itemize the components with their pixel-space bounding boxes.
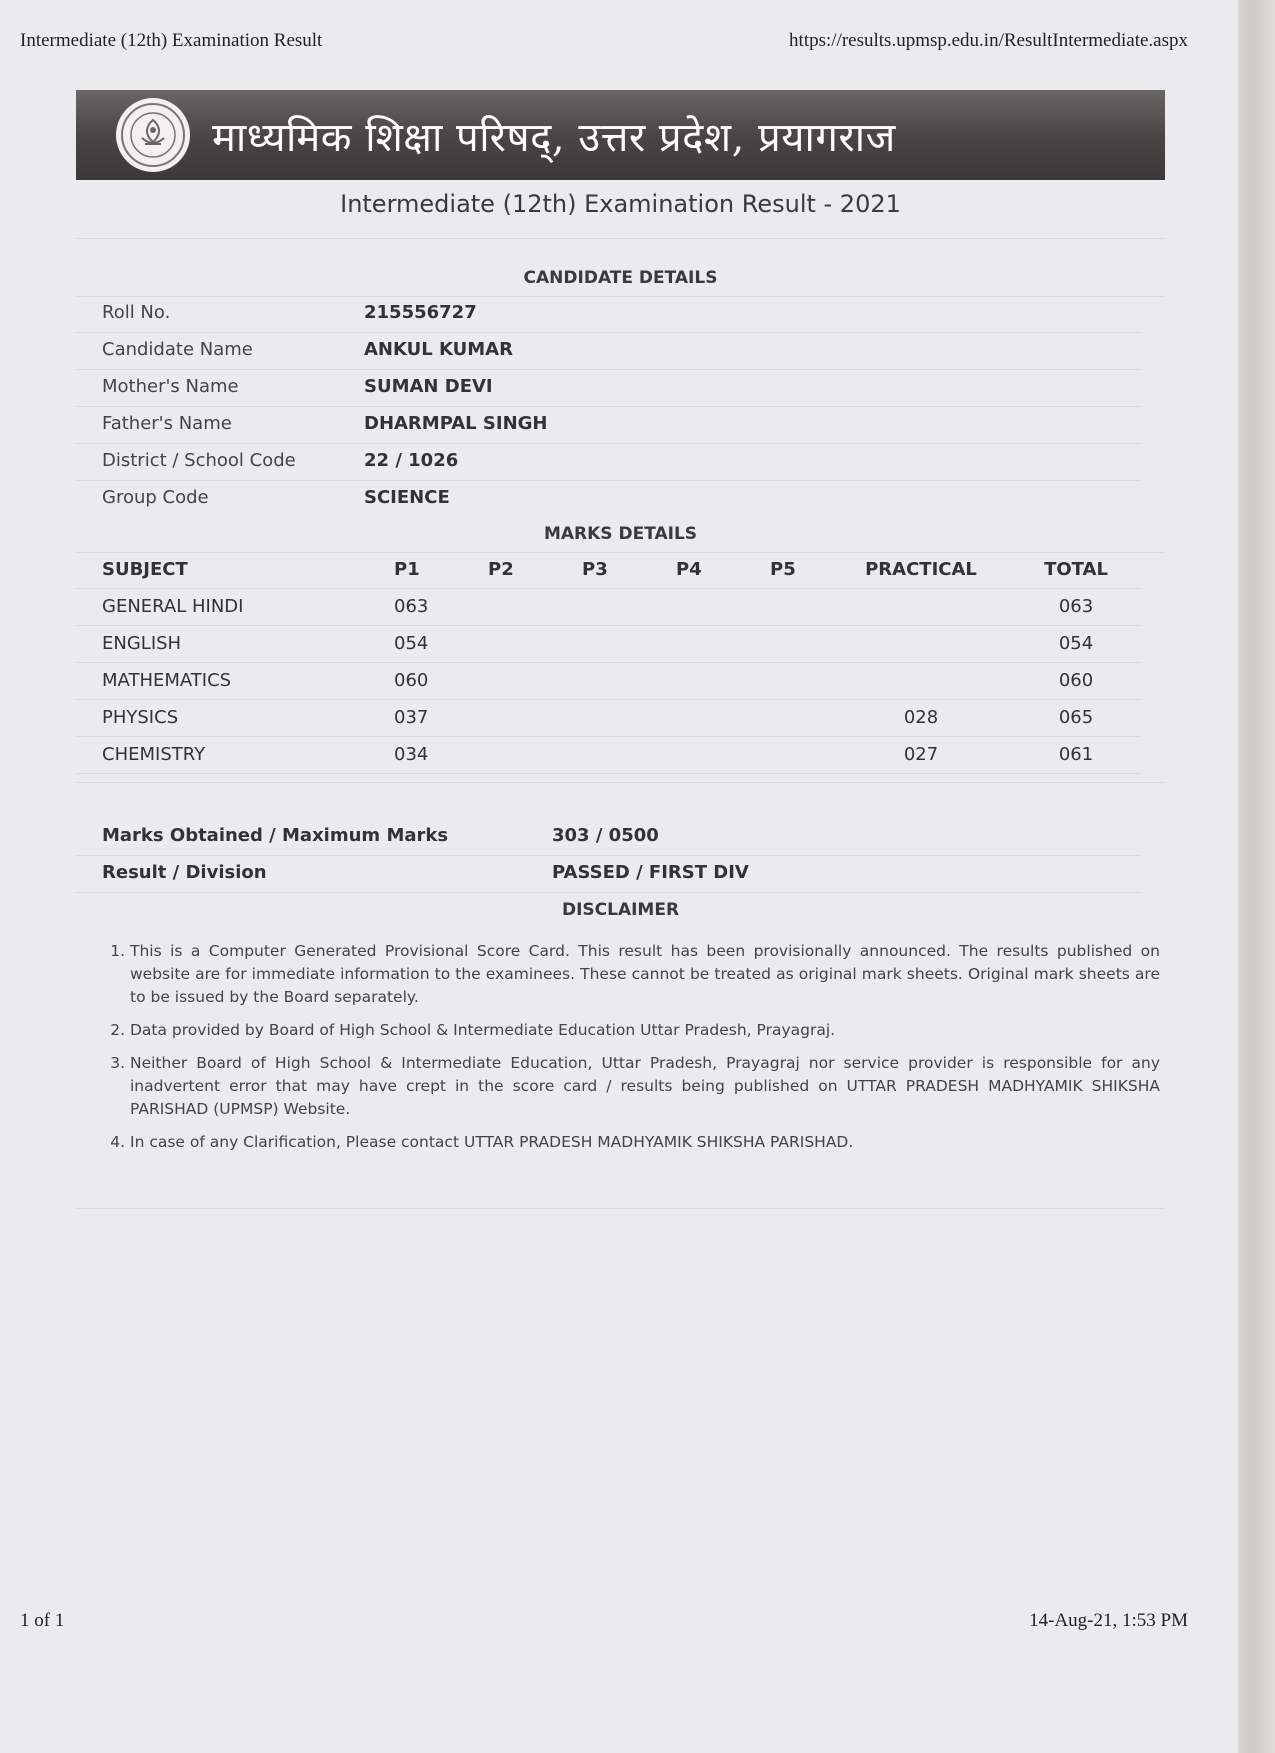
divider <box>76 1208 1165 1209</box>
row-label: Father's Name <box>102 413 232 434</box>
table-row <box>76 737 1141 774</box>
p1-cell: 037 <box>394 707 429 728</box>
list-item: 2. Data provided by Board of High School & Intermediate Education Uttar Pradesh, Prayagraj. <box>130 1019 1160 1042</box>
row-value: SCIENCE <box>364 487 450 508</box>
print-page-count: 1 of 1 <box>20 1610 65 1631</box>
row-label: District / School Code <box>102 450 296 471</box>
row-value: 215556727 <box>364 302 477 323</box>
col-p5: P5 <box>770 559 796 580</box>
print-timestamp: 14-Aug-21, 1:53 PM <box>1029 1610 1188 1631</box>
print-header <box>20 30 1188 52</box>
col-practical: PRACTICAL <box>865 559 977 580</box>
marks-details-heading: MARKS DETAILS <box>543 524 698 544</box>
row-label: Mother's Name <box>102 376 239 397</box>
divider <box>76 238 1165 239</box>
result-row <box>76 856 1141 893</box>
col-p3: P3 <box>582 559 608 580</box>
row-label: Candidate Name <box>102 339 253 360</box>
scan-edge <box>1238 0 1275 1753</box>
total-cell: 065 <box>1058 707 1094 728</box>
col-subject: SUBJECT <box>102 559 188 580</box>
p1-cell: 063 <box>394 596 429 617</box>
col-total: TOTAL <box>1044 559 1108 580</box>
row-value: SUMAN DEVI <box>364 376 493 397</box>
total-cell: 054 <box>1058 633 1094 654</box>
list-item: 1. This is a Computer Generated Provisional Score Card. This result has been provisionally announced. The results published on website are for immediate information to the examinees. These cannot be treated as original mark sheets. Original mark sheets are to be issued by the Board separately. <box>130 940 1160 1009</box>
exam-title: Intermediate (12th) Examination Result - 2021 <box>340 190 901 218</box>
p1-cell: 034 <box>394 744 429 765</box>
total-cell: 063 <box>1058 596 1094 617</box>
disclaimer-list <box>104 940 1160 1164</box>
table-row <box>76 589 1141 626</box>
print-url: https://results.upmsp.edu.in/ResultIntermediate.aspx <box>789 30 1188 51</box>
marks-summary-row <box>76 819 1141 856</box>
board-banner <box>76 90 1165 180</box>
candidate-details-heading: CANDIDATE DETAILS <box>523 268 718 288</box>
p1-cell: 060 <box>394 670 429 691</box>
marks-obtained-value: 303 / 0500 <box>552 825 659 846</box>
total-cell: 060 <box>1058 670 1094 691</box>
list-item: 3. Neither Board of High School & Intermediate Education, Uttar Pradesh, Prayagraj nor service provider is responsible for any inadvertent error that may have crept in the score card / results being published on UTTAR PRADESH MADHYAMIK SHIKSHA PARISHAD (UPMSP) Website. <box>130 1052 1160 1121</box>
total-cell: 061 <box>1058 744 1094 765</box>
print-page-title: Intermediate (12th) Examination Result <box>20 30 323 51</box>
print-footer <box>20 1610 1188 1632</box>
candidate-row-father <box>76 407 1141 444</box>
subject-cell: PHYSICS <box>102 707 179 728</box>
marks-header-row <box>76 552 1141 589</box>
table-row <box>76 626 1141 663</box>
table-row <box>76 663 1141 700</box>
row-value: 22 / 1026 <box>364 450 459 471</box>
subject-cell: GENERAL HINDI <box>102 596 244 617</box>
row-value: ANKUL KUMAR <box>364 339 513 360</box>
row-value: DHARMPAL SINGH <box>364 413 548 434</box>
candidate-row-name <box>76 333 1141 370</box>
p1-cell: 054 <box>394 633 429 654</box>
table-row <box>76 700 1141 737</box>
subject-cell: MATHEMATICS <box>102 670 232 691</box>
candidate-row-group <box>76 481 1141 517</box>
disclaimer-heading: DISCLAIMER <box>561 900 680 920</box>
divider <box>76 782 1165 783</box>
candidate-row-district-school <box>76 444 1141 481</box>
up-emblem-icon <box>116 98 190 172</box>
candidate-row-roll-no <box>76 296 1141 333</box>
col-p1: P1 <box>394 559 420 580</box>
row-label: Roll No. <box>102 302 171 323</box>
practical-cell: 028 <box>903 707 939 728</box>
subject-cell: CHEMISTRY <box>102 744 206 765</box>
row-label: Group Code <box>102 487 209 508</box>
board-name-hindi: माध्यमिक शिक्षा परिषद्, उत्तर प्रदेश, प्रयागराज <box>212 114 896 161</box>
result-value: PASSED / FIRST DIV <box>552 862 749 883</box>
col-p2: P2 <box>488 559 514 580</box>
subject-cell: ENGLISH <box>102 633 182 654</box>
list-item: 4. In case of any Clarification, Please contact UTTAR PRADESH MADHYAMIK SHIKSHA PARISHAD. <box>130 1131 1160 1154</box>
marks-obtained-label: Marks Obtained / Maximum Marks <box>102 825 449 846</box>
candidate-row-mother <box>76 370 1141 407</box>
col-p4: P4 <box>676 559 702 580</box>
result-label: Result / Division <box>102 862 267 883</box>
practical-cell: 027 <box>903 744 939 765</box>
